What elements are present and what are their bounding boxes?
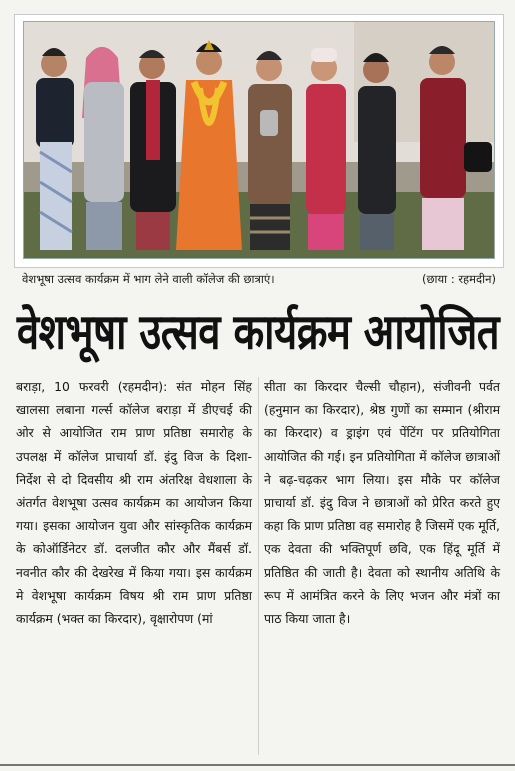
article-column-2-text: सीता का किरदार चैल्सी चौहान), संजीवनी पर्वत (हनुमान का किरदार), श्रेष्ठ गुणों का सम्मान (श्रीराम का किरदार) व ड्राइंग एवं पेंटिंग पर प्रतियोगिता आयोजित की गई। इन प्रतियोगिता में कॉलेज छात्राओं ने बढ़-चढ़कर भाग लिया। इस मौके पर कॉलेज प्राचार्या डॉ. इंदु विज ने छात्राओं को प्रेरित करते हुए कहा कि प्राण प्रतिष्ठा वह समारोह है जिसमें एक मूर्ति, एक देवता की भक्तिपूर्ण छवि, एक हिंदू मूर्ति में प्रतिष्ठित की जाती है। देवता को स्थानीय अतिथि के रूप में आमंत्रित करने के लिए भजन और मंत्रों का पाठ किया जाता है। — [264, 379, 500, 627]
photo-caption: वेशभूषा उत्सव कार्यक्रम में भाग लेने वाली कॉलेज की छात्राएं। — [22, 271, 275, 286]
article-column-2 — [264, 375, 500, 757]
article-column-1 — [16, 375, 252, 757]
headline: वेशभूषा उत्सव कार्यक्रम आयोजित — [16, 303, 500, 361]
person-2 — [82, 47, 124, 250]
article-column-1-text: बराड़ा, 10 फरवरी (रहमदीन): संत मोहन सिंह खालसा लबाना गर्ल्स कॉलेज बराड़ा में डीएचई की ओर से आयोजित राम प्राण प्रतिष्ठा समारोह के उपलक्ष में कॉलेज प्राचार्या डॉ. इंदु विज के दिशा-निर्देश से दो दिवसीय श्री राम अंतरिक्ष वेधशाला के अंतर्गत वेशभूषा उत्सव कार्यक्रम का आयोजन किया गया। इसका आयोजन युवा और सांस्कृतिक कार्यक्रम के कोऑर्डिनेटर डॉ. दलजीत कौर और मैंबर्स डॉ. नवनीत कौर की देखरेख में किया गया। इस कार्यक्रम मे वेशभूषा कार्यक्रम विषय श्री राम प्राण प्रतिष्ठा कार्यक्रम (भक्त का किरदार), वृक्षारोपण (मां — [16, 379, 252, 627]
group-photo — [23, 21, 495, 259]
group-photo-illustration — [24, 22, 494, 258]
bottom-rule — [0, 764, 515, 766]
photo-credit: (छाया : रहमदीन) — [421, 271, 496, 286]
article-body — [16, 375, 500, 757]
news-photo-frame — [14, 14, 504, 268]
